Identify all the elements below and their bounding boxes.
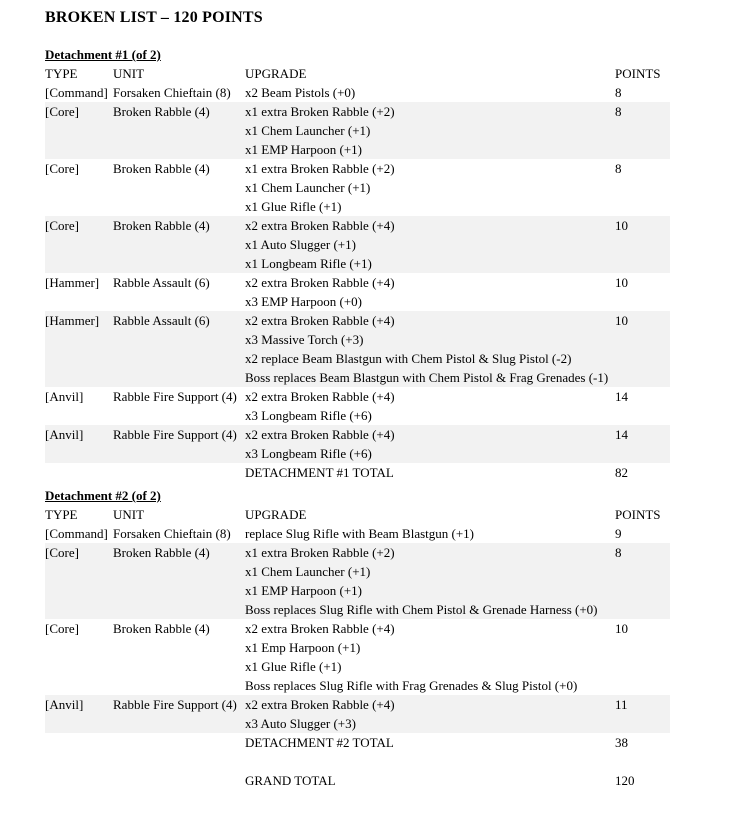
unit-row [45,425,670,463]
points-cell: 10 [615,311,670,387]
unit-row [45,695,670,733]
type-cell: [Anvil] [45,695,113,733]
unit-row [45,311,670,387]
upgrade-cell [245,543,615,619]
type-cell: [Core] [45,543,113,619]
points-cell: 14 [615,425,670,463]
unit-cell: Rabble Fire Support (4) [113,425,245,463]
unit-cell: Rabble Assault (6) [113,275,210,290]
unit-row [45,102,670,159]
detachment-total-label: DETACHMENT #2 TOTAL [245,735,394,750]
detachment-total-label: DETACHMENT #1 TOTAL [245,465,394,480]
unit-row [45,273,670,311]
unit-row [45,387,670,425]
upgrade-line: x1 Glue Rifle (+1) [245,199,342,214]
points-cell: 8 [615,102,670,159]
empty-cell [45,463,113,482]
grand-total-table [45,771,670,790]
unit-cell: Forsaken Chieftain (8) [113,526,231,541]
type-cell: [Core] [45,621,79,636]
empty-cell [113,771,245,790]
points-cell: 10 [615,216,670,273]
points-cell: 8 [615,543,670,619]
upgrade-cell [245,159,615,216]
detachment-total-row [45,463,670,482]
column-header-points: POINTS [615,507,661,522]
upgrade-line: x1 Glue Rifle (+1) [245,659,342,674]
document-title: BROKEN LIST – 120 POINTS [45,9,263,26]
upgrade-line: Boss replaces Slug Rifle with Frag Grenades & Slug Pistol (+0) [245,678,578,693]
upgrade-line: x1 Chem Launcher (+1) [245,180,371,195]
upgrade-cell [245,387,615,425]
upgrade-line: replace Slug Rifle with Beam Blastgun (+1) [245,526,475,541]
type-cell: [Anvil] [45,389,84,404]
points-cell: 8 [615,85,622,100]
upgrade-line: x2 Beam Pistols (+0) [245,85,356,100]
type-cell: [Command] [45,526,108,541]
empty-cell [45,771,113,790]
upgrade-line: x2 extra Broken Rabble (+4) [245,275,395,290]
upgrade-line: x1 Emp Harpoon (+1) [245,640,361,655]
unit-cell: Broken Rabble (4) [113,543,245,619]
detachment-1-table [45,64,670,482]
column-header-points: POINTS [615,66,661,81]
column-header-upgrade: UPGRADE [245,507,307,522]
unit-cell: Broken Rabble (4) [113,102,245,159]
type-cell: [Hammer] [45,311,113,387]
unit-row [45,216,670,273]
upgrade-cell [245,695,615,733]
unit-row [45,619,670,695]
unit-cell: Broken Rabble (4) [113,621,210,636]
column-header-type: TYPE [45,507,78,522]
unit-row [45,159,670,216]
upgrade-line: Boss replaces Beam Blastgun with Chem Pistol & Frag Grenades (-1) [245,370,609,385]
upgrade-line: x1 extra Broken Rabble (+2) [245,161,395,176]
column-header-row [45,64,670,83]
upgrade-line: x2 extra Broken Rabble (+4) [245,621,395,636]
upgrade-line: Boss replaces Slug Rifle with Chem Pistol & Grenade Harness (+0) [245,602,598,617]
points-cell: 8 [615,161,622,176]
upgrade-line: x2 extra Broken Rabble (+4) [245,697,395,712]
detachment-total-points: 82 [615,465,628,480]
upgrade-line: x2 extra Broken Rabble (+4) [245,313,395,328]
empty-cell [113,463,245,482]
upgrade-line: x3 Massive Torch (+3) [245,332,364,347]
detachment-2-rows [45,524,670,752]
upgrade-line: x1 extra Broken Rabble (+2) [245,104,395,119]
points-cell: 10 [615,621,628,636]
type-cell: [Core] [45,102,113,159]
upgrade-line: x2 extra Broken Rabble (+4) [245,218,395,233]
upgrade-line: x2 extra Broken Rabble (+4) [245,427,395,442]
unit-cell: Rabble Fire Support (4) [113,695,245,733]
column-header-upgrade: UPGRADE [245,66,307,81]
upgrade-line: x2 replace Beam Blastgun with Chem Pistol & Slug Pistol (-2) [245,351,572,366]
upgrade-line: x3 EMP Harpoon (+0) [245,294,362,309]
unit-cell: Broken Rabble (4) [113,216,245,273]
upgrade-cell [245,216,615,273]
detachment-1-heading: Detachment #1 (of 2) [45,47,161,62]
upgrade-line: x3 Longbeam Rifle (+6) [245,446,372,461]
empty-cell [113,733,245,752]
points-cell: 14 [615,389,628,404]
upgrade-line: x1 Longbeam Rifle (+1) [245,256,372,271]
points-cell: 9 [615,526,622,541]
upgrade-line: x1 extra Broken Rabble (+2) [245,545,395,560]
unit-row [45,543,670,619]
upgrade-cell [245,273,615,311]
column-header-unit: UNIT [113,66,145,81]
detachment-2 [45,486,731,752]
unit-cell: Forsaken Chieftain (8) [113,85,231,100]
points-cell: 10 [615,275,628,290]
type-cell: [Anvil] [45,425,113,463]
column-header-type: TYPE [45,66,78,81]
detachment-2-heading: Detachment #2 (of 2) [45,488,161,503]
points-cell: 11 [615,695,670,733]
grand-total-label: GRAND TOTAL [245,773,336,788]
upgrade-cell [245,83,615,102]
unit-cell: Rabble Assault (6) [113,311,245,387]
empty-cell [45,733,113,752]
upgrade-line: x1 EMP Harpoon (+1) [245,142,362,157]
column-header-row [45,505,670,524]
upgrade-line: x2 extra Broken Rabble (+4) [245,389,395,404]
detachment-1-rows [45,83,670,482]
type-cell: [Core] [45,161,79,176]
detachment-total-row [45,733,670,752]
unit-row [45,524,670,543]
unit-cell: Rabble Fire Support (4) [113,389,237,404]
upgrade-line: x3 Longbeam Rifle (+6) [245,408,372,423]
column-header-unit: UNIT [113,507,145,522]
grand-total-points: 120 [615,773,635,788]
upgrade-cell [245,311,615,387]
type-cell: [Command] [45,85,108,100]
unit-cell: Broken Rabble (4) [113,161,210,176]
upgrade-line: x1 Auto Slugger (+1) [245,237,356,252]
unit-row [45,83,670,102]
upgrade-line: x1 EMP Harpoon (+1) [245,583,362,598]
detachment-1 [45,45,731,482]
type-cell: [Core] [45,216,113,273]
upgrade-line: x1 Chem Launcher (+1) [245,123,371,138]
upgrade-cell [245,524,615,543]
grand-total-row [45,771,670,790]
upgrade-line: x3 Auto Slugger (+3) [245,716,356,731]
upgrade-line: x1 Chem Launcher (+1) [245,564,371,579]
upgrade-cell [245,425,615,463]
upgrade-cell [245,619,615,695]
detachment-total-points: 38 [615,735,628,750]
upgrade-cell [245,102,615,159]
type-cell: [Hammer] [45,275,100,290]
detachment-2-table [45,505,670,752]
